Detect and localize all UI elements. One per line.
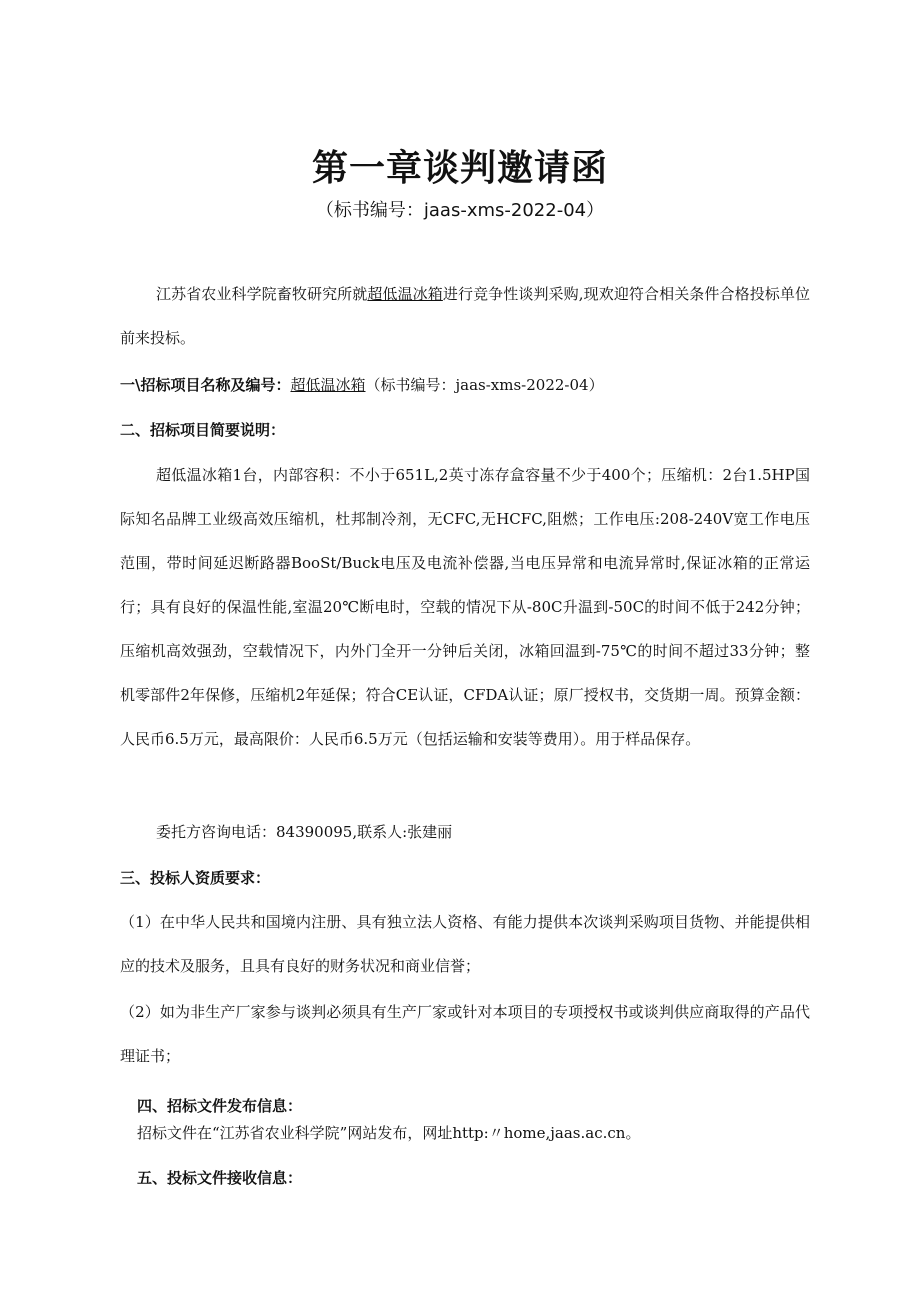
section4-text: 招标文件在“江苏省农业科学院”网站发布，网址http:〃home,jaas.ac.cn。 [137, 1124, 641, 1142]
section1-code: （标书编号：jaas-xms-2022-04） [365, 376, 604, 394]
section2-contact: 委托方咨询电话：84390095,联系人:张建丽 [156, 823, 453, 841]
intro-suffix: 进行竞争性谈判采购,现欢迎符合相关条件合格投标单位前来投标。 [120, 285, 810, 347]
section3-item1: （1）在中华人民共和国境内注册、具有独立法人资格、有能力提供本次谈判采购项目货物、并能提供相应的技术及服务，且具有良好的财务状况和商业信誉； [120, 913, 810, 975]
section1-item: 超低温冰箱 [290, 376, 366, 394]
section2-heading: 二、招标项目简要说明： [120, 421, 286, 439]
section1-heading: 一\招标项目名称及编号： [120, 376, 291, 394]
intro-paragraph [120, 272, 810, 360]
section4-heading: 四、招标文件发布信息： [137, 1097, 303, 1115]
intro-prefix: 江苏省农业科学院畜牧研究所就 [156, 285, 368, 303]
intro-item: 超低温冰箱 [367, 285, 443, 303]
page-subtitle: （标书编号：jaas-xms-2022-04） [315, 200, 605, 221]
section5-heading: 五、投标文件接收信息： [137, 1169, 303, 1187]
section2-paragraph: 超低温冰箱1台，内部容积：不小于651L,2英寸冻存盒容量不少于400个；压缩机：2台1.5HP国际知名品牌工业级高效压缩机，杜邦制冷剂，无CFC,无HCFC,阻燃；工作电压:208-240V宽工作电压范围，带时间延迟断路器BooSt/Buck电压及电流补偿器,当电压异常和电流异常时,保证冰箱的正常运行；具有良好的保温性能,室温20℃断电时，空载的情况下从-80C升温到-50C的时间不低于242分钟；压缩机高效强劲，空载情况下，内外门全开一分钟后关闭，冰箱回温到-75℃的时间不超过33分钟；整机零部件2年保修，压缩机2年延保；符合CE认证，CFDA认证；原厂授权书，交货期一周。预算金额：人民币6.5万元，最高限价：人民币6.5万元（包括运输和安装等费用）。用于样品保存。 [120, 466, 810, 748]
section3-heading: 三、投标人资质要求： [120, 869, 271, 887]
section3-item2: （2）如为非生产厂家参与谈判必须具有生产厂家或针对本项目的专项授权书或谈判供应商取得的产品代理证书； [120, 1003, 810, 1065]
page-title: 第一章谈判邀请函 [311, 148, 608, 189]
section1-line [120, 363, 810, 407]
